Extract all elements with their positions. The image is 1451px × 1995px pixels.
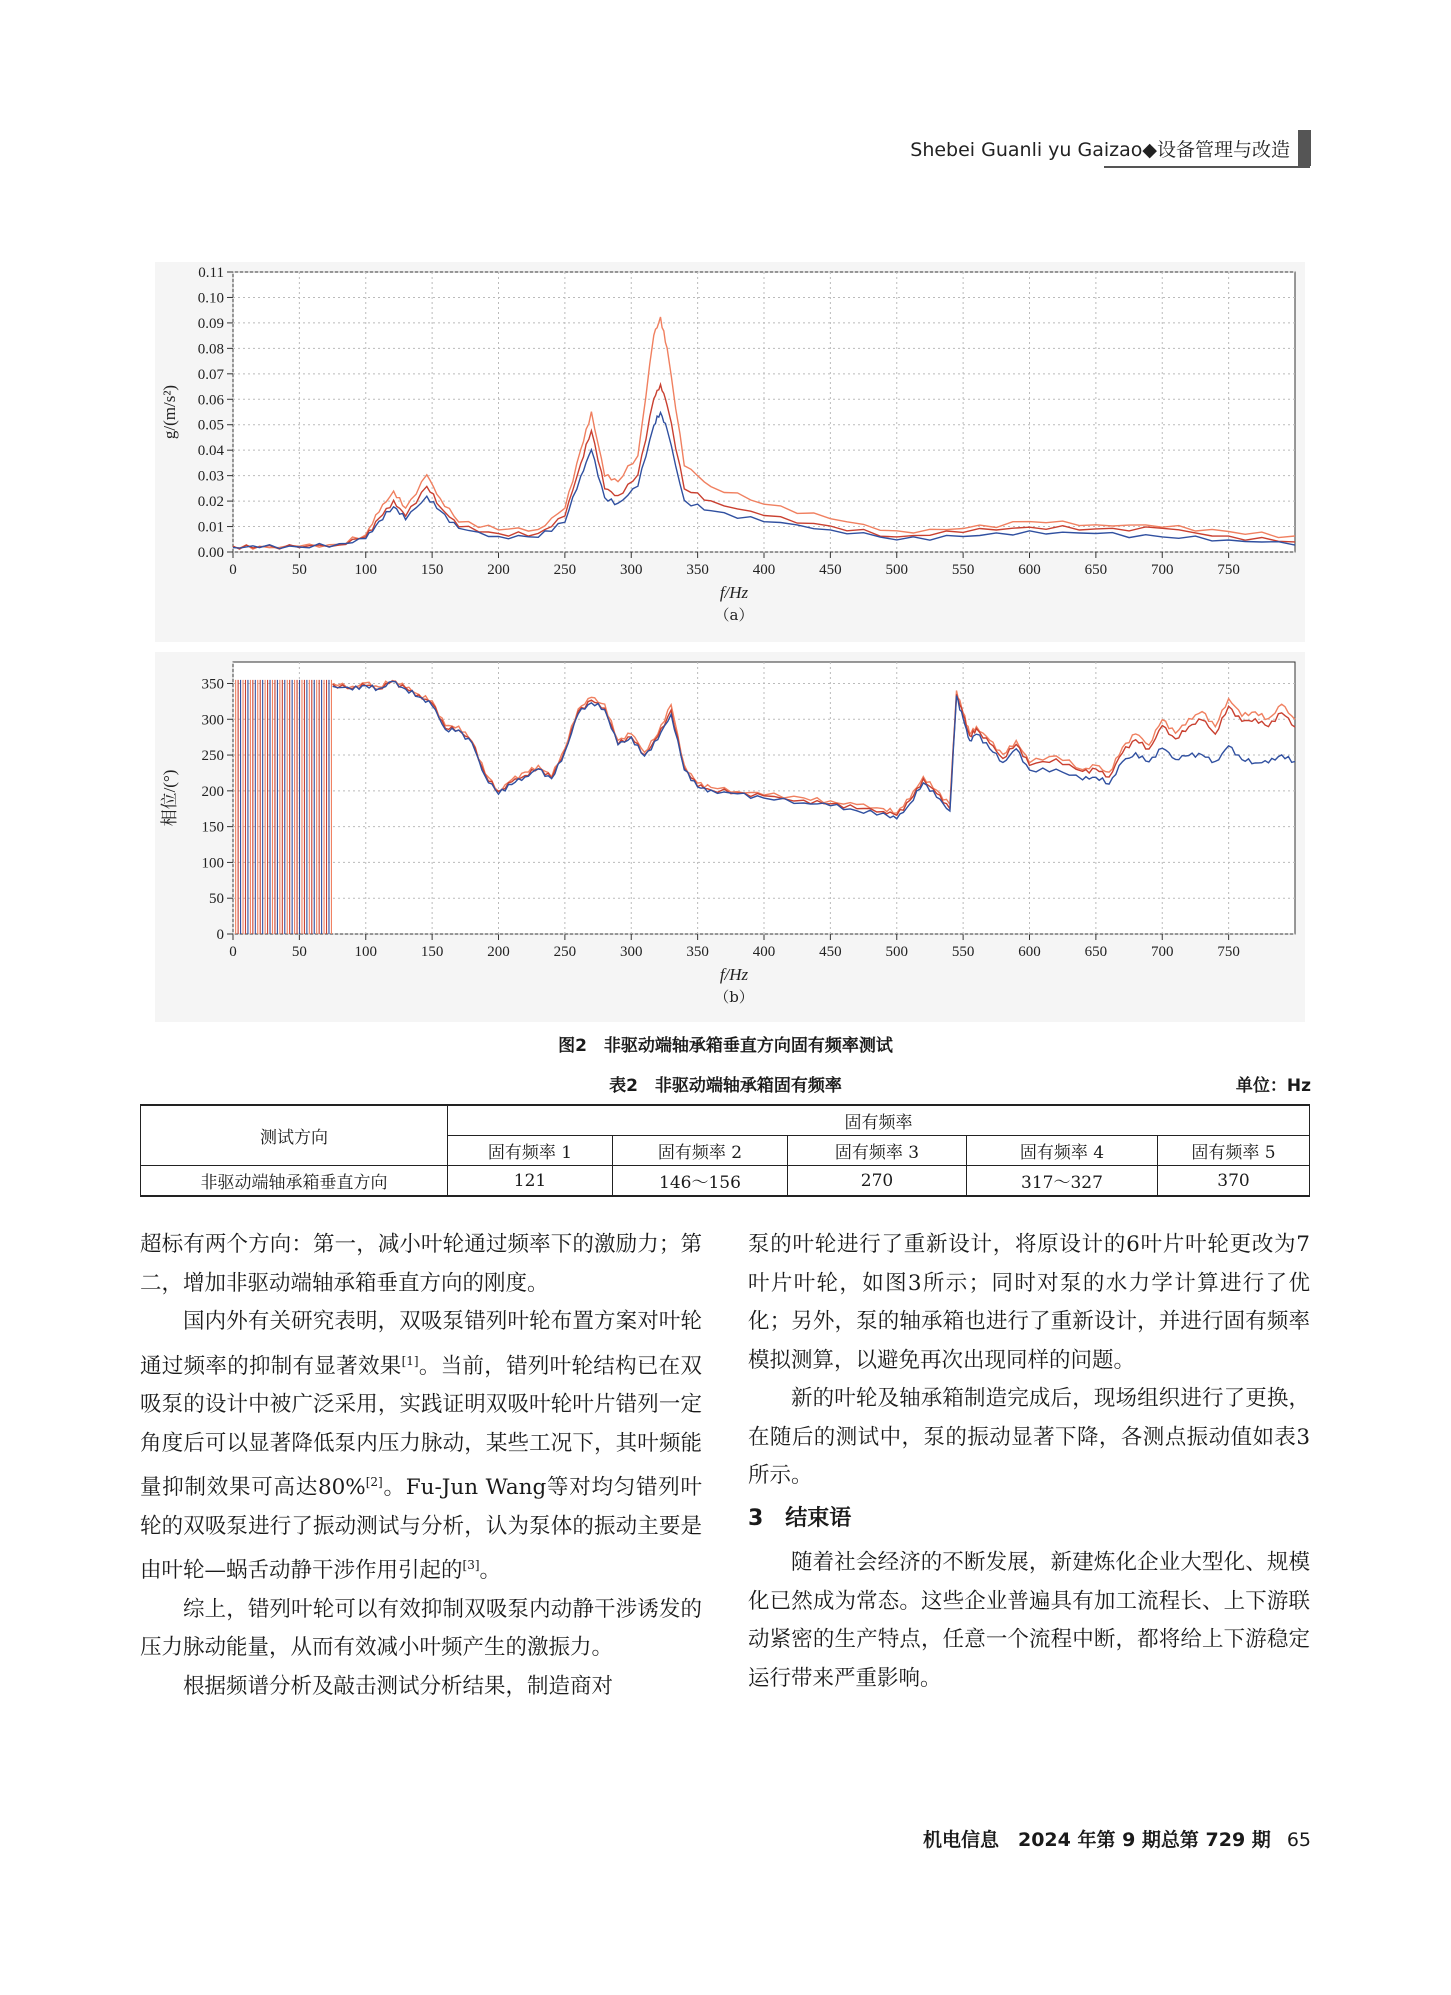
y-tick-label: 350 bbox=[201, 676, 224, 693]
x-tick-label: 200 bbox=[487, 944, 510, 960]
running-header bbox=[910, 130, 1311, 166]
x-tick-label: 450 bbox=[819, 562, 842, 578]
y-tick-label: 100 bbox=[201, 855, 224, 872]
x-tick-label: 550 bbox=[951, 944, 975, 960]
x-tick-label: 50 bbox=[291, 944, 307, 960]
paragraph: 泵的叶轮进行了重新设计，将原设计的6叶片叶轮更改为7叶片叶轮，如图3所示；同时对泵的水力学计算进行了优化；另外，泵的轴承箱也进行了重新设计，并进行固有频率模拟测算，以避免再次出现同样的问题。 bbox=[748, 1232, 1310, 1373]
y-tick-label: 0.09 bbox=[197, 315, 224, 332]
x-tick-label: 650 bbox=[1084, 944, 1108, 960]
col-header: 固有频率 5 bbox=[1158, 1136, 1310, 1166]
y-tick-label: 0.10 bbox=[197, 290, 224, 307]
y-tick-label: 0.06 bbox=[197, 392, 224, 409]
table-unit: 单位：Hz bbox=[1235, 1076, 1311, 1096]
x-tick-label: 300 bbox=[620, 562, 643, 578]
table-cell: 317～327 bbox=[967, 1166, 1158, 1197]
x-tick-label: 600 bbox=[1018, 562, 1041, 578]
citation: [3] bbox=[462, 1558, 480, 1573]
header-direction: 测试方向 bbox=[141, 1105, 448, 1166]
x-tick-label: 750 bbox=[1217, 562, 1240, 578]
x-tick-label: 0 bbox=[229, 562, 237, 578]
x-tick-label: 100 bbox=[354, 944, 377, 960]
table-row bbox=[141, 1166, 1310, 1197]
y-tick-label: 0 bbox=[216, 927, 224, 943]
table-caption: 表2 非驱动端轴承箱固有频率 bbox=[609, 1076, 842, 1096]
y-axis-title: 相位/(°) bbox=[160, 769, 179, 827]
paragraph: 根据频谱分析及敲击测试分析结果，制造商对 bbox=[183, 1673, 614, 1699]
chart-phase-svg bbox=[155, 652, 1305, 1022]
x-axis-title: f/Hz bbox=[719, 583, 749, 602]
x-tick-label: 50 bbox=[291, 562, 307, 578]
col-header: 固有频率 4 bbox=[967, 1136, 1158, 1166]
x-tick-label: 100 bbox=[354, 562, 377, 578]
chart-phase bbox=[155, 652, 1305, 1022]
x-tick-label: 400 bbox=[752, 562, 776, 578]
x-tick-label: 200 bbox=[487, 562, 510, 578]
paragraph: 随着社会经济的不断发展，新建炼化企业大型化、规模化已然成为常态。这些企业普遍具有加工流程长、上下游联动紧密的生产特点，任意一个流程中断，都将给上下游稳定运行带来严重影响。 bbox=[748, 1550, 1310, 1691]
y-tick-label: 0.08 bbox=[197, 341, 224, 358]
x-tick-label: 400 bbox=[752, 944, 776, 960]
x-tick-label: 250 bbox=[553, 562, 577, 578]
header-group: 固有频率 bbox=[448, 1105, 1310, 1136]
y-tick-label: 50 bbox=[209, 891, 224, 908]
chart-amplitude bbox=[155, 262, 1305, 642]
header-rule bbox=[1104, 166, 1310, 168]
citation: [1] bbox=[401, 1353, 419, 1368]
x-tick-label: 650 bbox=[1084, 562, 1108, 578]
x-tick-label: 550 bbox=[951, 562, 975, 578]
x-tick-label: 150 bbox=[420, 562, 444, 578]
chart-subtitle: （b） bbox=[714, 988, 754, 1006]
x-tick-label: 350 bbox=[686, 944, 709, 960]
x-tick-label: 150 bbox=[420, 944, 444, 960]
x-tick-label: 750 bbox=[1217, 944, 1240, 960]
citation: [2] bbox=[365, 1475, 383, 1490]
y-tick-label: 150 bbox=[201, 819, 224, 836]
footer-journal: 机电信息 2024 年第 9 期总第 729 期 bbox=[922, 1829, 1271, 1851]
y-tick-label: 200 bbox=[201, 783, 224, 800]
section-heading: 3 结束语 bbox=[748, 1505, 852, 1531]
paragraph: 新的叶轮及轴承箱制造完成后，现场组织进行了更换，在随后的测试中，泵的振动显著下降，各测点振动值如表3所示。 bbox=[748, 1386, 1310, 1488]
natural-frequency-table bbox=[140, 1104, 1310, 1197]
left-column bbox=[140, 1226, 702, 1706]
x-tick-label: 450 bbox=[819, 944, 842, 960]
table-cell: 270 bbox=[788, 1166, 967, 1197]
chart-subtitle: （a） bbox=[714, 606, 754, 624]
col-header: 固有频率 1 bbox=[448, 1136, 613, 1166]
x-tick-label: 250 bbox=[553, 944, 577, 960]
y-tick-label: 0.04 bbox=[197, 443, 224, 460]
paragraph: 超标有两个方向：第一，减小叶轮通过频率下的激励力；第二，增加非驱动端轴承箱垂直方向的刚度。 bbox=[140, 1232, 702, 1296]
paragraph: 综上，错列叶轮可以有效抑制双吸泵内动静干涉诱发的压力脉动能量，从而有效减小叶频产生的激振力。 bbox=[140, 1596, 702, 1661]
x-tick-label: 300 bbox=[620, 944, 643, 960]
x-tick-label: 350 bbox=[686, 562, 709, 578]
y-tick-label: 0.07 bbox=[197, 366, 224, 383]
y-tick-label: 0.03 bbox=[197, 468, 224, 485]
x-tick-label: 600 bbox=[1018, 944, 1041, 960]
x-tick-label: 700 bbox=[1151, 562, 1174, 578]
x-tick-label: 500 bbox=[885, 562, 908, 578]
text-run: 国内外有关研究表明，双吸泵错列叶轮布置方案对叶轮通过频率的抑制有显著效果 bbox=[140, 1309, 702, 1379]
y-tick-label: 0.00 bbox=[197, 545, 224, 561]
page-number: 65 bbox=[1286, 1829, 1311, 1851]
page-footer bbox=[923, 1825, 1311, 1852]
paragraph bbox=[140, 1303, 702, 1591]
text-run: 。Fu-Jun Wang等对均匀错列叶轮的双吸泵进行了振动测试与分析，认为泵体的振动主要是由叶轮—蜗舌动静干涉作用引起的 bbox=[140, 1475, 702, 1584]
header-bar bbox=[1298, 130, 1311, 166]
y-tick-label: 300 bbox=[201, 712, 224, 729]
x-tick-label: 700 bbox=[1151, 944, 1174, 960]
y-tick-label: 0.05 bbox=[197, 417, 224, 434]
col-header: 固有频率 2 bbox=[613, 1136, 788, 1166]
y-tick-label: 0.11 bbox=[198, 265, 224, 281]
table-cell: 146～156 bbox=[613, 1166, 788, 1197]
y-tick-label: 0.02 bbox=[197, 494, 224, 511]
y-tick-label: 250 bbox=[201, 748, 224, 765]
table-cell: 370 bbox=[1158, 1166, 1310, 1197]
table-cell: 121 bbox=[448, 1166, 613, 1197]
figure-caption: 图2 非驱动端轴承箱垂直方向固有频率测试 bbox=[558, 1036, 893, 1056]
x-tick-label: 500 bbox=[885, 944, 908, 960]
running-header-text: Shebei Guanli yu Gaizao◆设备管理与改造 bbox=[910, 138, 1290, 161]
x-axis-title: f/Hz bbox=[719, 965, 749, 984]
x-tick-label: 0 bbox=[229, 944, 237, 960]
right-column bbox=[748, 1226, 1310, 1698]
col-header: 固有频率 3 bbox=[788, 1136, 967, 1166]
row-label: 非驱动端轴承箱垂直方向 bbox=[141, 1166, 448, 1197]
text-run: 。 bbox=[479, 1558, 502, 1584]
chart-amplitude-svg bbox=[155, 262, 1305, 642]
y-tick-label: 0.01 bbox=[197, 519, 224, 536]
y-axis-title: g/(m/s²) bbox=[160, 384, 179, 440]
text-run: 。当前，错列叶轮结构已在双吸泵的设计中被广泛采用，实践证明双吸叶轮叶片错列一定角度后可以显著降低泵内压力脉动，某些工况下，其叶频能量抑制效果可高达80% bbox=[140, 1353, 702, 1501]
